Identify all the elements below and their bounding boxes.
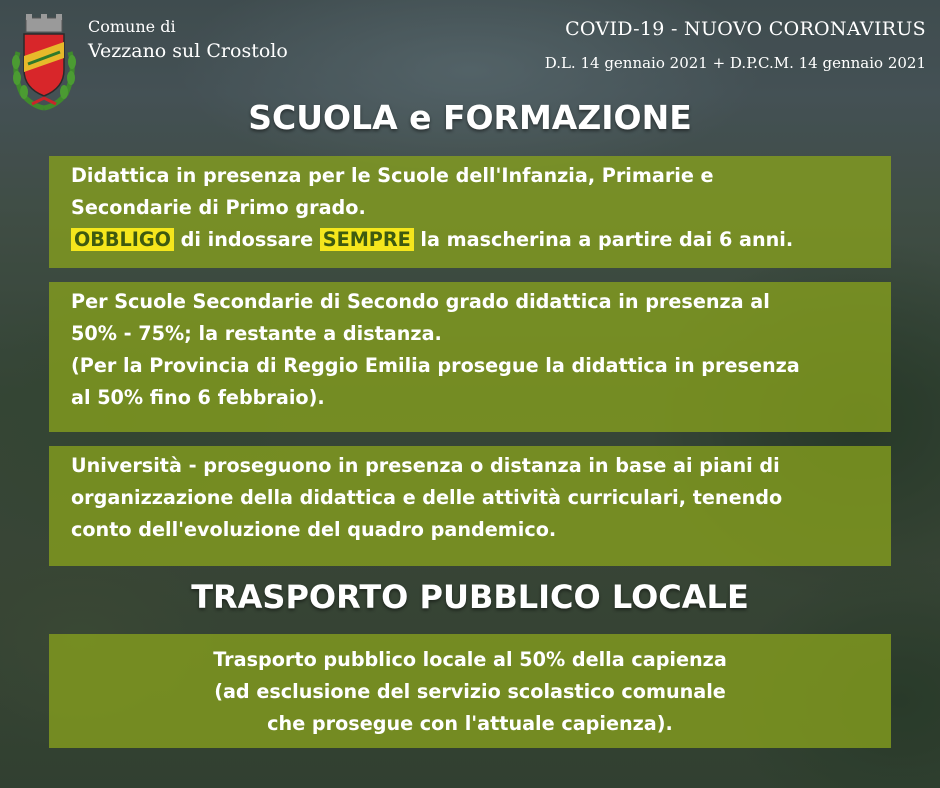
panel-line: (Per la Provincia di Reggio Emilia prosegue la didattica in presenza (71, 354, 800, 377)
panel-line: Secondarie di Primo grado. (71, 196, 366, 219)
panel-line: Università - proseguono in presenza o distanza in base ai piani di (71, 454, 780, 477)
school-section-title: SCUOLA e FORMAZIONE (248, 98, 692, 137)
decree-reference: D.L. 14 gennaio 2021 + D.P.C.M. 14 gennaio 2021 (544, 54, 926, 72)
school-panel-university (49, 446, 891, 566)
panel-line: al 50% fino 6 febbraio). (71, 386, 325, 409)
panel-line: organizzazione della didattica e delle attività curriculari, tenendo (71, 486, 783, 509)
panel-line: Per Scuole Secondarie di Secondo grado didattica in presenza al (71, 290, 770, 313)
school-panel-secondary (49, 282, 891, 432)
municipality-header (8, 12, 288, 112)
panel-line: conto dell'evoluzione del quadro pandemico. (71, 518, 557, 541)
transport-panel (49, 634, 891, 748)
mask-text-mid: di indossare (174, 228, 320, 251)
municipality-prefix: Comune di (88, 17, 176, 36)
highlight-obbligo: OBBLIGO (71, 228, 174, 251)
mask-text-end: la mascherina a partire dai 6 anni. (413, 228, 794, 251)
highlight-sempre: SEMPRE (320, 228, 414, 251)
coat-of-arms-icon (8, 12, 80, 112)
topic-title: COVID-19 - NUOVO CORONAVIRUS (565, 18, 926, 40)
panel-line: 50% - 75%; la restante a distanza. (71, 322, 442, 345)
school-panel-primary (49, 156, 891, 268)
panel-line: Trasporto pubblico locale al 50% della capienza (213, 648, 727, 671)
mask-rule-line (71, 224, 877, 256)
panel-line: che prosegue con l'attuale capienza). (267, 712, 673, 735)
panel-line: Didattica in presenza per le Scuole dell'Infanzia, Primarie e (71, 164, 714, 187)
panel-line: (ad esclusione del servizio scolastico comunale (214, 680, 726, 703)
transport-section-title: TRASPORTO PUBBLICO LOCALE (191, 578, 749, 616)
municipality-name: Vezzano sul Crostolo (88, 40, 288, 62)
decree-header (545, 14, 926, 78)
